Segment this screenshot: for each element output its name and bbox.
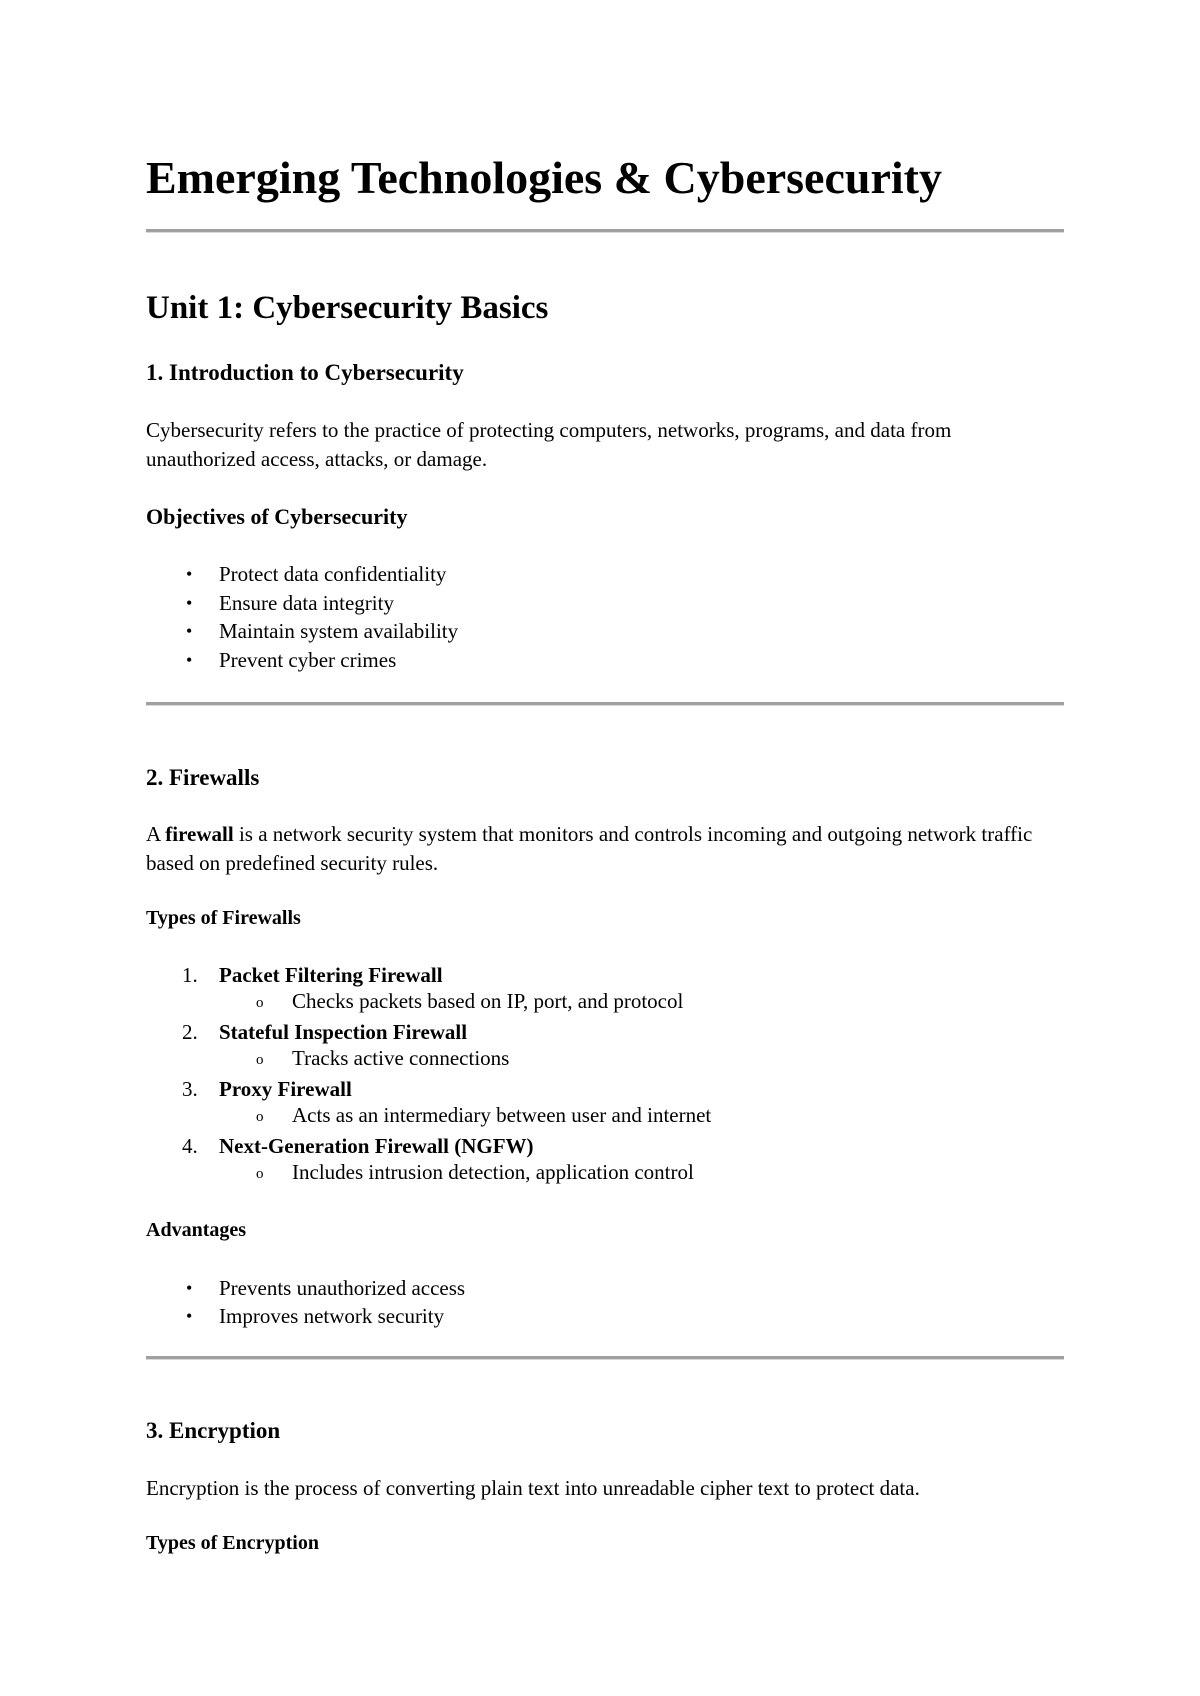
firewall-type-detail: Checks packets based on IP, port, and protocol — [292, 989, 684, 1013]
bullet-glyph: • — [186, 1278, 193, 1298]
encryption-types-heading: Types of Encryption — [146, 1532, 319, 1554]
list-number: 4. — [182, 1134, 198, 1158]
list-number: 3. — [182, 1077, 198, 1101]
section-3-paragraph: Encryption is the process of converting plain text into unreadable cipher text to protect data. — [146, 1476, 920, 1500]
sub-bullet-glyph: o — [256, 1052, 264, 1068]
bullet-glyph: • — [186, 564, 193, 584]
firewall-type-detail: Tracks active connections — [292, 1046, 510, 1070]
section-1-paragraph: Cybersecurity refers to the practice of protecting computers, networks, programs, and data from unauthorized access, attacks, or damage. — [146, 418, 952, 471]
bullet-glyph: • — [186, 650, 193, 670]
firewall-type-name: Packet Filtering Firewall — [219, 963, 443, 987]
bullet-glyph: • — [186, 1306, 193, 1326]
list-item-text: Ensure data integrity — [219, 591, 394, 615]
section-3-heading: 3. Encryption — [146, 1418, 281, 1443]
list-item-text: Improves network security — [219, 1304, 445, 1328]
horizontal-rule — [146, 1356, 1064, 1360]
list-item-text: Prevent cyber crimes — [219, 648, 397, 672]
paragraph-bold-term: firewall — [165, 822, 234, 846]
firewall-type-detail: Includes intrusion detection, application control — [292, 1160, 694, 1184]
list-item-text: Prevents unauthorized access — [219, 1276, 466, 1300]
section-2-heading: 2. Firewalls — [146, 765, 260, 790]
list-number: 2. — [182, 1020, 198, 1044]
list-item-text: Maintain system availability — [219, 619, 459, 643]
sub-bullet-glyph: o — [256, 995, 264, 1011]
bullet-glyph: • — [186, 621, 193, 641]
horizontal-rule — [146, 702, 1064, 706]
firewall-type-name: Stateful Inspection Firewall — [219, 1020, 468, 1044]
paragraph-suffix: is a network security system that monitors and controls incoming and outgoing network traffic based on predefined security rules. — [146, 822, 1033, 875]
advantages-heading: Advantages — [146, 1219, 247, 1241]
objectives-heading: Objectives of Cybersecurity — [146, 504, 408, 529]
bullet-glyph: • — [186, 593, 193, 613]
unit-heading: Unit 1: Cybersecurity Basics — [146, 290, 549, 326]
list-item-text: Protect data confidentiality — [219, 562, 447, 586]
section-1-heading: 1. Introduction to Cybersecurity — [146, 360, 464, 385]
firewall-type-name: Proxy Firewall — [219, 1077, 352, 1101]
firewall-type-name: Next-Generation Firewall (NGFW) — [219, 1134, 534, 1158]
list-number: 1. — [182, 963, 198, 987]
paragraph-prefix: A — [146, 822, 166, 846]
sub-bullet-glyph: o — [256, 1166, 264, 1182]
firewall-types-heading: Types of Firewalls — [146, 907, 301, 929]
horizontal-rule — [146, 229, 1064, 233]
document-title: Emerging Technologies & Cybersecurity — [146, 152, 942, 203]
firewall-type-detail: Acts as an intermediary between user and internet — [292, 1103, 712, 1127]
sub-bullet-glyph: o — [256, 1109, 264, 1125]
section-2-paragraph — [146, 820, 1064, 878]
